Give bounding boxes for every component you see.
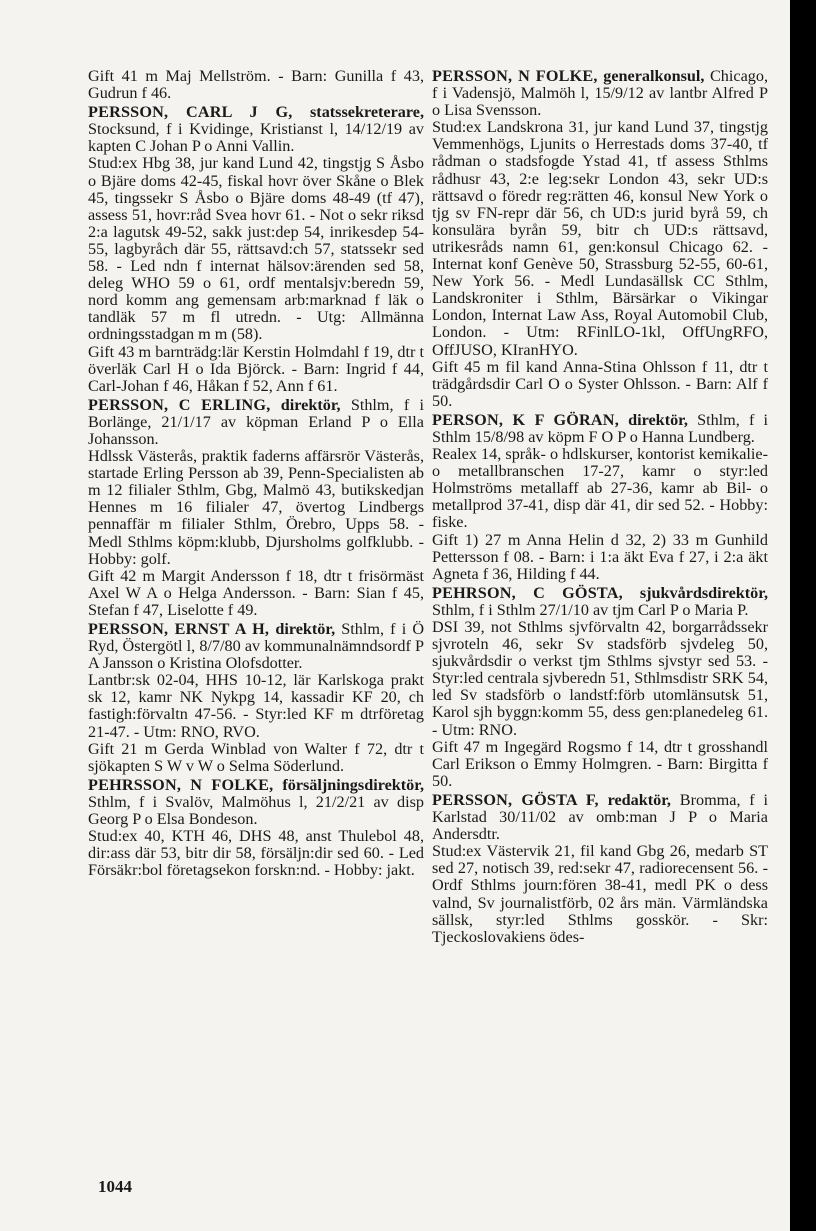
entry-career: Hdlssk Västerås, praktik faderns affärsrör Västerås, startade Erling Persson ab 39, Penn-Specialisten ab m 12 filialer Sthlm, Gbg, Malmö 43, butikskedjan Hennes m 16 filialer 47, övertog Lindbergs pennaffär m filialer Sthlm, Örebro, Upps 58. - Medl Sthlms köpm:klubb, Djursholms golfklubb. - Hobby: golf. — [88, 447, 424, 568]
entry-title: redaktör, — [607, 790, 671, 809]
entry-persson-gosta-f — [432, 792, 768, 946]
entry-family: Gift 43 m barnträdg:lär Kerstin Holmdahl f 19, dtr t överläk Carl H o Ida Björck. - Barn: Ingrid f 44, Carl-Johan f 46, Håkan f 52, Ann f 61. — [88, 342, 424, 395]
entry-pehrson-gosta — [432, 585, 768, 790]
entry-name: PERSSON, C ERLING, — [88, 395, 271, 414]
entry-career: Stud:ex Landskrona 31, jur kand Lund 37, tingstjg Vemmenhögs, Ljunits o Herrestads doms 37-40, tf rådman o stadsfogde Ystad 41, tf assess Sthlms rådhusr 43, 2:e leg:sekr London 43, sekr UD:s rättsavd o föredr reg:rätten 46, konsul New York o tjg sv FN-repr där 56, ch UD:s jurid byrå 59, ch konsulära byrån 59, bitr ch UD:s rättsavd, utrikesråds namn 61, gen:konsul Chicago 62. - Internat konf Genève 50, Strassburg 52-55, 60-61, New York 56. - Medl Lundasällsk CC Sthlm, Landskroniter i Sthlm, Bärsärkar o Vikingar London, Internat Law Ass, Royal Automobil Club, London. - Utm: RFinlLO-1kl, OffUngRFO, OffJUSO, KIranHYO. — [432, 118, 768, 359]
entry-career: Realex 14, språk- o hdlskurser, kontorist kemikalie- o metallbranschen 17-27, kamr o styr:led Holmströms metallaff ab 27-36, kamr ab Bil- o metallprod 37-41, disp där 41, dir sed 52. - Hobby: fiske. — [432, 445, 768, 532]
entry-career: Stud:ex 40, KTH 46, DHS 48, anst Thulebol 48, dir:ass där 53, bitr dir 58, försäljn:dir sed 60. - Led Försäkr:bol företagsekon forskn:nd. - Hobby: jakt. — [88, 827, 424, 880]
entry-family: Gift 45 m fil kand Anna-Stina Ohlsson f 11, dtr t trädgårdsdir Carl O o Syster Ohlsson. - Barn: Alf f 50. — [432, 357, 768, 410]
entry-title: sjukvårdsdirektör, — [639, 583, 768, 602]
entry-name: PERSSON, CARL J G, — [88, 103, 293, 122]
entry-text: Gift 41 m Maj Mellström. - Barn: Gunilla f 43, Gudrun f 46. — [88, 67, 424, 103]
entry-title: direktör, — [280, 395, 341, 414]
entry-intro: Sthlm, f i Sthlm 15/8/98 av köpm F O P o Hanna Lundberg. — [432, 410, 769, 446]
entry-title: statssekreterare, — [310, 103, 425, 122]
entry-name: PEHRSON, C GÖSTA, — [432, 583, 623, 602]
entry-name: PERSSON, GÖSTA F, — [432, 790, 599, 809]
entry-name: PERSSON, N FOLKE, — [432, 67, 598, 85]
entry-family: Gift 47 m Ingegärd Rogsmo f 14, dtr t grosshandl Carl Erikson o Emmy Holmgren. - Barn: Birgitta f 50. — [432, 737, 768, 790]
entry-family: Gift 42 m Margit Andersson f 18, dtr t frisörmäst Axel W A o Helga Andersson. - Barn: Sian f 45, Stefan f 47, Liselotte f 49. — [88, 566, 424, 619]
entry-person-goran — [432, 412, 768, 583]
entry-title: generalkonsul, — [603, 67, 705, 85]
entry-career: Lantbr:sk 02-04, HHS 10-12, lär Karlskoga prakt sk 12, kamr NK Nykpg 14, kassadir KF 20, ch fastigh:förvaltn 47-56. - Styr:led KF m dtrföretag 21-47. - Utm: RNO, RVO. — [88, 671, 424, 741]
scan-border — [790, 0, 816, 1231]
entry-persson-erling — [88, 397, 424, 619]
entry-intro: Sthlm, f i Borlänge, 21/1/17 av köpman Erland P o Ella Johansson. — [88, 395, 425, 448]
entry-intro: Stocksund, f i Kvidinge, Kristianst l, 14/12/19 av kapten C Johan P o Anni Vallin. — [88, 120, 424, 156]
entry-title: direktör, — [628, 410, 688, 429]
entry-persson-carl — [88, 104, 424, 395]
right-column — [432, 68, 768, 948]
entry-persson-ernst — [88, 621, 424, 775]
entry-intro: Sthlm, f i Svalöv, Malmöhus l, 21/2/21 av disp Georg P o Elsa Bondeson. — [88, 792, 424, 829]
left-column — [88, 68, 424, 881]
entry-family: Gift 1) 27 m Anna Helin d 32, 2) 33 m Gunhild Pettersson f 08. - Barn: i 1:a äkt Eva f 27, i 2:a äkt Agneta f 36, Hilding f 44. — [432, 530, 768, 583]
entry-pehrsson-folke — [88, 777, 424, 880]
entry-career: Stud:ex Västervik 21, fil kand Gbg 26, medarb ST sed 27, notisch 39, red:sekr 47, radiorecensent 56. - Ordf Sthlms journ:fören 38-41, medl PK o dess valnd, Sv journalistförb, 02 års män. Värmländska sällsk, styr:led Sthlms gosskör. - Skr: Tjeckoslovakiens ödes- — [432, 842, 768, 946]
entry-persson-n-folke — [432, 68, 768, 410]
entry-intro: Bromma, f i Karlstad 30/11/02 av omb:man J P o Maria Andersdtr. — [432, 790, 768, 844]
entry-name: PERSSON, ERNST A H, — [88, 620, 270, 638]
entry-title: försäljningsdirektör, — [282, 775, 424, 794]
entry-intro: Chicago, f i Vadensjö, Malmöh l, 15/9/12 av lantbr Alfred P o Lisa Svensson. — [432, 67, 768, 120]
entry-intro: Sthlm, f i Sthlm 27/1/10 av tjm Carl P o Maria P. — [432, 600, 749, 619]
entry-intro: Sthlm, f i Ö Ryd, Östergötl l, 8/7/80 av kommunalnämndsordf P A Jansson o Kristina Olofsdotter. — [88, 620, 425, 673]
entry-name: PEHRSSON, N FOLKE, — [88, 775, 274, 794]
page-number: 1044 — [98, 1177, 132, 1196]
entry-career: Stud:ex Hbg 38, jur kand Lund 42, tingstjg S Åsbo o Bjäre doms 42-45, fiskal hovr över Skåne o Blek 45, tingssekr S Åsbo o Bjäre doms 48-49 (tf 47), assess 51, hovr:råd Svea hovr 61. - Not o sekr riksd 2:a lagutsk 49-52, sakk just:dep 54, inrikesdep 54-55, lagbyråch där 55, rättsavd:ch 57, statssekr sed 58. - Led ndn f internat hälsov:ärenden sed 58, deleg WHO 59 o 61, ordf mentalsjv:beredn 59, nord komm ang gemensam arb:marknad f läk o tandläk 57 m fl utredn. - Utg: Allmänna ordningsstadgan m m (58). — [88, 154, 424, 344]
entry-family: Gift 21 m Gerda Winblad von Walter f 72, dtr t sjökapten S W v W o Selma Söderlund. — [88, 739, 424, 775]
entry-name: PERSON, K F GÖRAN, — [432, 410, 619, 429]
entry-continuation — [88, 68, 424, 102]
entry-title: direktör, — [275, 620, 336, 638]
entry-career: DSI 39, not Sthlms sjvförvaltn 42, borgarrådssekr sjvroteln 46, sekr Sv stadsförb sjvdeleg 50, sjukvårdsdir o verkst tjm Sthlms sjvstyr sed 53. - Styr:led centrala sjvberedn 51, Sthlmsdistr SRK 54, led Sv stadsförb o landstf:förb utomlänsutsk 51, Karol sjh byggn:komm 55, dess gen:planedeleg 61. - Utm: RNO. — [432, 618, 768, 739]
